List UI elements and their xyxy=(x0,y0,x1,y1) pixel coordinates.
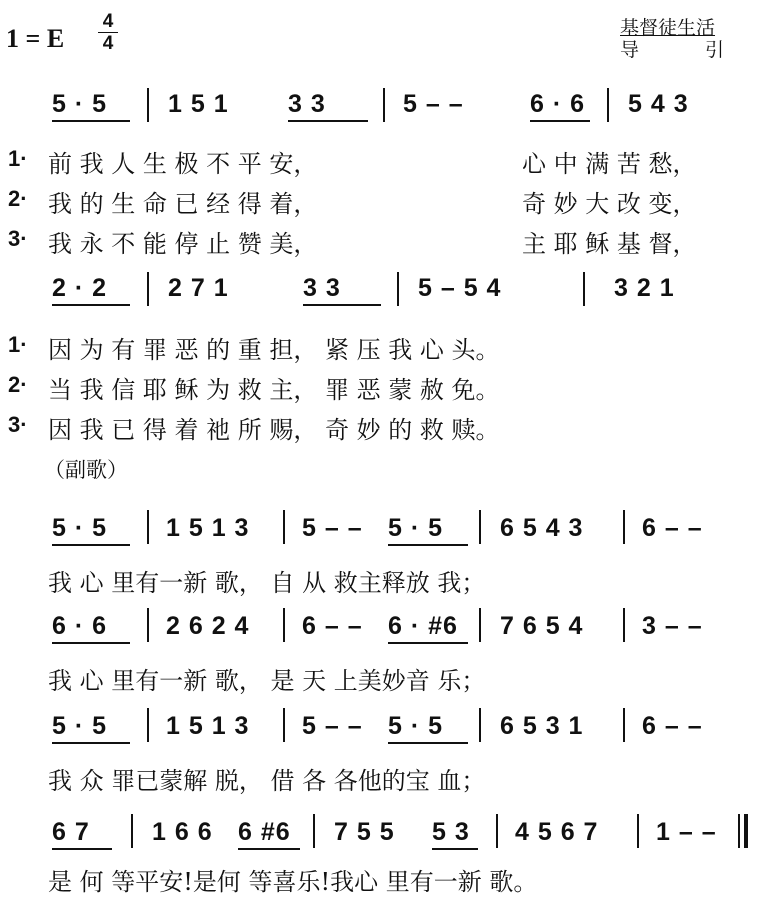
barline xyxy=(283,608,285,642)
time-signature xyxy=(98,12,118,53)
lyric-line: 因 我 已 得 着 祂 所 赐， 奇 妙 的 救 赎。 xyxy=(48,416,500,444)
barline xyxy=(479,708,481,742)
notation-c2-m4: 3 – – xyxy=(642,612,703,640)
chorus-lyric-1: 我 心 里有一新 歌， 自 从 救主释放 我； xyxy=(48,569,486,597)
notation-r1-m2a: 5 – – xyxy=(403,90,464,118)
notation-r1-m3: 5 4 3 xyxy=(628,90,689,118)
barline xyxy=(623,608,625,642)
notation-c3-m3: 6 5 3 1 xyxy=(500,712,584,740)
notation-c3-m2a: 5 – – xyxy=(302,712,363,740)
beam xyxy=(238,848,300,850)
barline xyxy=(496,814,498,848)
barline xyxy=(147,708,149,742)
barline xyxy=(479,608,481,642)
notation-r1-m1b: 3 3 xyxy=(288,90,326,118)
verse-number: 1· xyxy=(8,146,28,171)
verse-number: 3· xyxy=(8,412,28,437)
chorus-lyric-4: 是 何 等平安!是何 等喜乐!我心 里有一新 歌。 xyxy=(48,868,538,896)
notation-c4-m4: 1 – – xyxy=(656,818,717,846)
verse-number: 1· xyxy=(8,332,28,357)
beam xyxy=(52,544,130,546)
final-barline-thick xyxy=(744,814,748,848)
beam xyxy=(52,120,130,122)
notation-r2-m3: 3 2 1 xyxy=(614,274,675,302)
beam xyxy=(52,848,112,850)
notation-c2-m2a: 6 – – xyxy=(302,612,363,640)
key-signature: 1 = E xyxy=(6,24,65,53)
notation-r2-m2: 5 – 5 4 xyxy=(418,274,502,302)
beam xyxy=(530,120,590,122)
notation-c2-m0: 6 · 6 xyxy=(52,612,108,640)
beam xyxy=(303,304,381,306)
beam xyxy=(388,742,468,744)
barline xyxy=(583,272,585,306)
notation-c3-m0: 5 · 5 xyxy=(52,712,108,740)
lyric-line: 我 的 生 命 已 经 得 着， xyxy=(48,190,318,218)
notation-c4-m2a: 7 5 5 xyxy=(334,818,395,846)
beam xyxy=(52,642,130,644)
barline xyxy=(623,510,625,544)
notation-c4-m2b: 5 3 xyxy=(432,818,470,846)
beam xyxy=(52,304,130,306)
notation-r2-m0: 2 · 2 xyxy=(52,274,108,302)
barline xyxy=(623,708,625,742)
verse-number: 2· xyxy=(8,372,28,397)
source-subtitle-a: 导 xyxy=(620,39,640,61)
notation-c2-m3: 7 6 5 4 xyxy=(500,612,584,640)
barline xyxy=(283,510,285,544)
source-subtitle xyxy=(620,40,724,60)
lyric-line: 我 永 不 能 停 止 赞 美， xyxy=(48,230,318,258)
verse-number: 2· xyxy=(8,186,28,211)
lyric-line: 当 我 信 耶 稣 为 救 主， 罪 恶 蒙 赦 免。 xyxy=(48,376,500,404)
beam xyxy=(388,544,468,546)
barline xyxy=(637,814,639,848)
barline xyxy=(147,608,149,642)
notation-c3-m4: 6 – – xyxy=(642,712,703,740)
barline xyxy=(147,510,149,544)
notation-c4-m0: 6 7 xyxy=(52,818,90,846)
notation-c1-m3: 6 5 4 3 xyxy=(500,514,584,542)
notation-c3-m1: 1 5 1 3 xyxy=(166,712,250,740)
beam xyxy=(52,742,130,744)
beam xyxy=(432,848,478,850)
notation-c2-m1: 2 6 2 4 xyxy=(166,612,250,640)
notation-c4-m1a: 1 6 6 xyxy=(152,818,213,846)
notation-c4-m3: 4 5 6 7 xyxy=(515,818,599,846)
notation-c1-m2a: 5 – – xyxy=(302,514,363,542)
barline xyxy=(313,814,315,848)
notation-r1-m0: 5 · 5 xyxy=(52,90,108,118)
chorus-lyric-2: 我 心 里有一新 歌， 是 天 上美妙音 乐； xyxy=(48,667,486,695)
notation-r1-m1a: 1 5 1 xyxy=(168,90,229,118)
barline xyxy=(383,88,385,122)
verse-number: 3· xyxy=(8,226,28,251)
final-barline-thin xyxy=(738,814,740,848)
notation-c1-m4: 6 – – xyxy=(642,514,703,542)
barline xyxy=(283,708,285,742)
barline xyxy=(607,88,609,122)
lyric-line: 主 耶 稣 基 督， xyxy=(522,230,697,258)
beam xyxy=(288,120,368,122)
barline xyxy=(397,272,399,306)
source-subtitle-b: 引 xyxy=(704,39,724,61)
barline xyxy=(131,814,133,848)
barline xyxy=(147,272,149,306)
time-signature-bottom: 4 xyxy=(102,33,114,54)
lyric-line: 因 为 有 罪 恶 的 重 担， 紧 压 我 心 头。 xyxy=(48,336,500,364)
lyric-line: 奇 妙 大 改 变， xyxy=(522,190,697,218)
lyric-line: 心 中 满 苦 愁， xyxy=(522,150,697,178)
notation-c1-m0: 5 · 5 xyxy=(52,514,108,542)
notation-r2-m1b: 3 3 xyxy=(303,274,341,302)
chorus-label: （副歌） xyxy=(44,458,128,482)
beam xyxy=(388,642,468,644)
notation-c4-m1b: 6 #6 xyxy=(238,818,291,846)
notation-r1-m2b: 6 · 6 xyxy=(530,90,586,118)
barline xyxy=(479,510,481,544)
chorus-lyric-3: 我 众 罪已蒙解 脱， 借 各 各他的宝 血； xyxy=(48,767,486,795)
lyric-line: 前 我 人 生 极 不 平 安， xyxy=(48,150,318,178)
barline xyxy=(147,88,149,122)
notation-c2-m2b: 6 · #6 xyxy=(388,612,458,640)
notation-c1-m1: 1 5 1 3 xyxy=(166,514,250,542)
notation-c3-m2b: 5 · 5 xyxy=(388,712,444,740)
notation-r2-m1a: 2 7 1 xyxy=(168,274,229,302)
time-signature-top: 4 xyxy=(102,11,114,32)
source-title: 基督徒生活 xyxy=(620,17,716,39)
notation-c1-m2b: 5 · 5 xyxy=(388,514,444,542)
